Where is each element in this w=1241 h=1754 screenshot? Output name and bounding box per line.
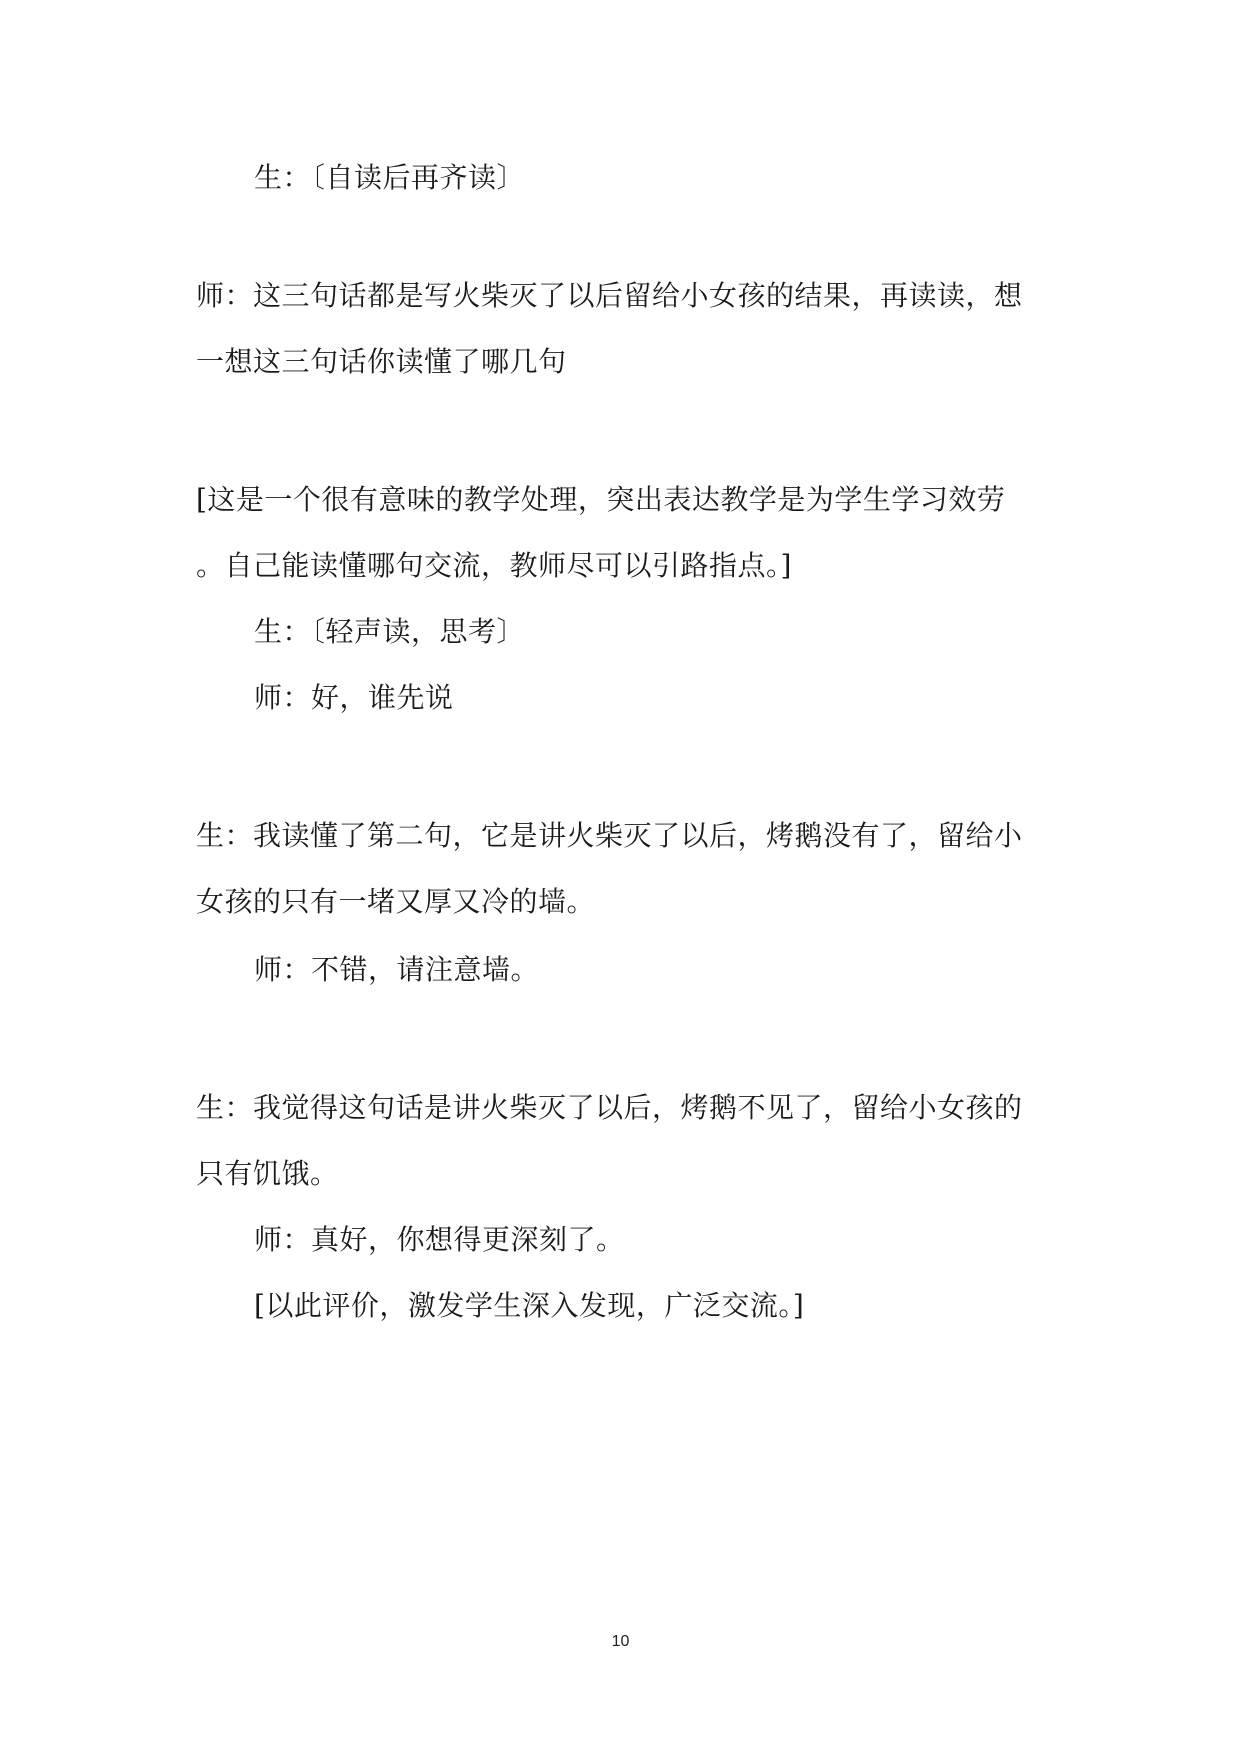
student-answer-2-line-1: 生：我觉得这句话是讲火柴灭了以后，烤鹅不见了，留给小女孩的: [196, 1091, 1023, 1124]
commentary-line-2: 。自己能读懂哪句交流，教师尽可以引路指点。]: [196, 549, 792, 582]
teacher-line-4: 师：真好，你想得更深刻了。: [254, 1223, 625, 1256]
page-number: 10: [611, 1633, 630, 1650]
student-answer-2-line-2: 只有饥饿。: [196, 1157, 339, 1190]
teacher-line-2: 师：好，谁先说: [254, 681, 454, 714]
teacher-line-3: 师：不错，请注意墙。: [254, 953, 540, 986]
commentary-line-3: [以此评价，激发学生深入发现，广泛交流。]: [254, 1289, 805, 1322]
student-answer-1-line-1: 生：我读懂了第二句，它是讲火柴灭了以后，烤鹅没有了，留给小: [196, 819, 1023, 852]
student-line-1: 生：〔自读后再齐读〕: [254, 161, 526, 194]
commentary-line-1: [这是一个很有意味的教学处理，突出表达教学是为学生学习效劳: [196, 483, 1006, 516]
teacher-question-line-1: 师：这三句话都是写火柴灭了以后留给小女孩的结果，再读读，想: [196, 279, 1023, 312]
student-answer-1-line-2: 女孩的只有一堵又厚又冷的墙。: [196, 885, 596, 918]
student-line-2: 生：〔轻声读，思考〕: [254, 615, 526, 648]
teacher-question-line-2: 一想这三句话你读懂了哪几句: [196, 345, 567, 378]
